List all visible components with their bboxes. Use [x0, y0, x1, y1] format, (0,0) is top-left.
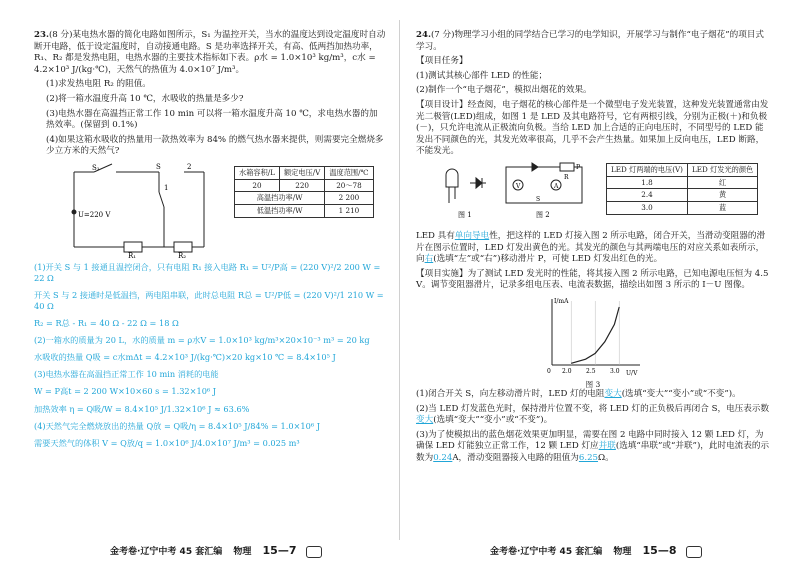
circuit-label-s1: S₁ [92, 163, 100, 172]
answer-line: 水吸收的热量 Q吸 = c水mΔt = 4.2×10³ J/(kg·℃)×20 kg×10 ℃ = 8.4×10⁵ J [34, 352, 336, 363]
led-color-table [606, 163, 758, 215]
circuit-label-r2: R₂ [178, 251, 187, 258]
footer-subject: 物理 [613, 547, 632, 558]
project-design: 【项目设计】经查阅，电子烟花的核心部件是一个微型电子发光装置，这种发光装置通常由发光二极管(LED)组成，如图 1 是 LED 及其电路符号，它有两根引线，分别为正极(＋)和负极(－)，只允许电流从正极流向负极。当给 LED 加上合适的正向电压时，不同型号的 LED 能发出不同颜色的光，其发光效率很高，几乎不会产生热量。如果加上反向电压，LED 断路，不能发光。 [416, 99, 769, 157]
fig3-caption: 图 3 [585, 379, 601, 389]
brand-logo-icon [306, 546, 322, 558]
answer-line: 需要天然气的体积 V = Q放/q = 1.0×10⁶ J/4.0×10⁷ J/m³ = 0.025 m³ [34, 437, 300, 448]
q23-sub1: (1)求发热电阻 R₂ 的阻值。 [46, 79, 151, 90]
iv-graph [538, 295, 648, 379]
x-tick-label: 3.0 [610, 367, 620, 375]
fig2-ammeter-label: A [554, 182, 559, 190]
fig2-slider-label: P [576, 163, 581, 171]
answer-blank: 右 [424, 254, 434, 265]
answer-blank: 单向导电 [454, 230, 490, 241]
q23-intro: 23.(8 分)某电热水器的简化电路如图所示，S₁ 为温控开关，当水的温度达到设定温度时自动断开电路，低于设定温度时，自动接通电路。S 是功率选择开关，有高、低两挡加热功率，R₁、R₂ 都是发热电阻，电热水器的主要技术指标如下表。ρ水 = 1.0×10³ kg/m³，c水 = 4.2×10³ J/(kg·℃)，天然气的热值为 4.0×10⁷ J/m³。 [34, 30, 386, 75]
x-tick-label: 2.5 [586, 367, 596, 375]
answer-line: (4)天然气完全燃烧放出的热量 Q放 = Q吸/η = 8.4×10⁵ J/84% = 1.0×10⁶ J [34, 420, 320, 431]
circuit-label-s: S [156, 162, 161, 171]
graph-ylabel: I/mA [554, 297, 569, 305]
table-row: 水箱容积/L 额定电压/V 温度范围/℃ [235, 166, 374, 179]
answer-line: (3)电热水器在高温挡正常工作 10 min 消耗的电能 [34, 369, 219, 380]
graph-xlabel: U/V [626, 369, 638, 377]
fig2-switch-label: S [536, 195, 541, 203]
answer-blank: 并联 [598, 441, 616, 452]
q23-figure-area [34, 162, 386, 262]
fig2-caption: 图 2 [536, 210, 550, 219]
table-row: 高温挡功率/W 2 200 [235, 192, 374, 205]
x-tick-label: 2.0 [562, 367, 572, 375]
right-page [400, 0, 800, 569]
fig3-area [416, 295, 770, 389]
table-row: 低温挡功率/W 1 210 [235, 205, 374, 218]
fig2-resistor-label: R [564, 173, 569, 181]
answer-blank: 6.25 [578, 452, 599, 463]
project-implementation: 【项目实施】为了测试 LED 发光时的性能，将其接入图 2 所示电路，已知电源电压恒为 4.5 V。调节变阻器滑片，记录多组电压表、电流表数据，描绘出如图 3 所示的 I－U 图像。 [416, 268, 769, 291]
q23-sub2: (2)将一箱水温度升高 10 ℃，水吸收的热量是多少? [46, 93, 244, 104]
answer-blank: 0.24 [433, 452, 453, 463]
answer-line: 加热效率 η = Q吸/W = 8.4×10⁵ J/1.32×10⁶ J ≈ 63.6% [34, 403, 250, 414]
footer-page-number: 15—8 [642, 544, 677, 558]
left-footer [110, 544, 322, 559]
q23-answers [34, 262, 386, 449]
footer-brand: 金考卷·辽宁中考 45 套汇编 [110, 547, 223, 558]
q24-figures [416, 161, 770, 229]
q24-sub2: (2)当 LED 灯发蓝色光时，保持滑片位置不变，将 LED 灯的正负极后再闭合 S，电压表示数变大(选填“变大”“变小”或“不变”)。 [416, 403, 770, 426]
answer-blank: 变大 [604, 388, 622, 399]
circuit-label-u: U=220 V [78, 210, 111, 219]
answer-blank: 变大 [416, 415, 434, 426]
q24-intro: 24.(7 分)物理学习小组的同学结合已学习的电学知识，开展学习与制作“电子烟花”的项目式学习。 [416, 30, 765, 52]
circuit-label-2: 2 [187, 162, 192, 171]
table-row: 20 220 20～78 [235, 179, 374, 192]
answer-line: W = P高t = 2 200 W×10×60 s = 1.32×10⁶ J [34, 386, 217, 397]
right-footer [490, 544, 702, 559]
fig2-voltmeter-label: V [516, 182, 521, 190]
footer-page-number: 15—7 [262, 544, 297, 558]
fig1-caption: 图 1 [458, 210, 472, 219]
spec-table [234, 166, 374, 218]
table-row: 2.4 黄 [607, 189, 758, 202]
fig2-circuit [496, 161, 596, 223]
answer-line: 开关 S 与 2 接通时是低温挡，两电阻串联，此时总电阻 R总 = U²/P低 = (220 V)²/1 210 W = 40 Ω [34, 290, 384, 312]
table-row: 1.8 红 [607, 176, 758, 189]
circuit-diagram [64, 162, 224, 258]
x-tick-label: 0 [547, 367, 551, 375]
brand-logo-icon [686, 546, 702, 558]
task-2: (2)制作一个“电子烟花”，模拟出烟花的效果。 [416, 85, 592, 96]
footer-subject: 物理 [233, 547, 252, 558]
circuit-label-r1: R₁ [128, 251, 137, 258]
q24-number: 24. [416, 30, 431, 40]
task-title: 【项目任务】 [416, 56, 468, 67]
task-1: (1)测试其核心部件 LED 的性能； [416, 70, 548, 81]
q23-sub4: (4)如果这箱水吸收的热量用一款热效率为 84% 的燃气热水器来提供，则需要完全燃烧多少立方米的天然气? [46, 134, 384, 157]
answer-line: R₂ = R总 - R₁ = 40 Ω - 22 Ω = 18 Ω [34, 318, 179, 329]
fig1-led [436, 163, 496, 223]
footer-brand: 金考卷·辽宁中考 45 套汇编 [490, 547, 603, 558]
q24-sub1: (1)闭合开关 S，向左移动滑片时，LED 灯的电阻变大(选填“变大”“变小”或“不变”)。 [416, 388, 741, 399]
answer-line: (1)开关 S 与 1 接通且温控闭合，只有电阻 R₁ 接入电路 R₁ = U²/P高 = (220 V)²/2 200 W = 22 Ω [34, 261, 381, 283]
q24-sub3: (3)为了使模拟出的蓝色烟花效果更加明显，需要在图 2 电路中同时接入 12 颗 LED 灯，为确保 LED 灯能独立正常工作，12 颗 LED 灯应并联(选填“串联”或“并联”)，此时电流表的示数为0.24A，滑动变阻器接入电路的阻值为6.25Ω。 [416, 429, 770, 463]
q23-number: 23. [34, 30, 49, 40]
q24-para1: LED 具有单向导电性，把这样的 LED 灯接入图 2 所示电路，闭合开关，当滑动变阻器的滑片在图示位置时，LED 灯发出黄色的光。其发光的颜色与其两端电压的对应关系如表所示，向右(选填“左”或“右”)移动滑片 P，可使 LED 灯发出红色的光。 [416, 230, 766, 265]
q23-sub3: (3)电热水器在高温挡正常工作 10 min 可以将一箱水温度升高 10 ℃，求电热水器的加热效率。(保留到 0.1%) [46, 108, 378, 131]
answer-line: (2)一箱水的质量为 20 L，水的质量 m = ρ水V = 1.0×10³ kg/m³×20×10⁻³ m³ = 20 kg [34, 335, 370, 346]
table-row: 3.0 蓝 [607, 202, 758, 215]
circuit-label-1: 1 [164, 183, 169, 192]
table-row: LED 灯两端的电压(V) LED 灯发光的颜色 [607, 163, 758, 176]
